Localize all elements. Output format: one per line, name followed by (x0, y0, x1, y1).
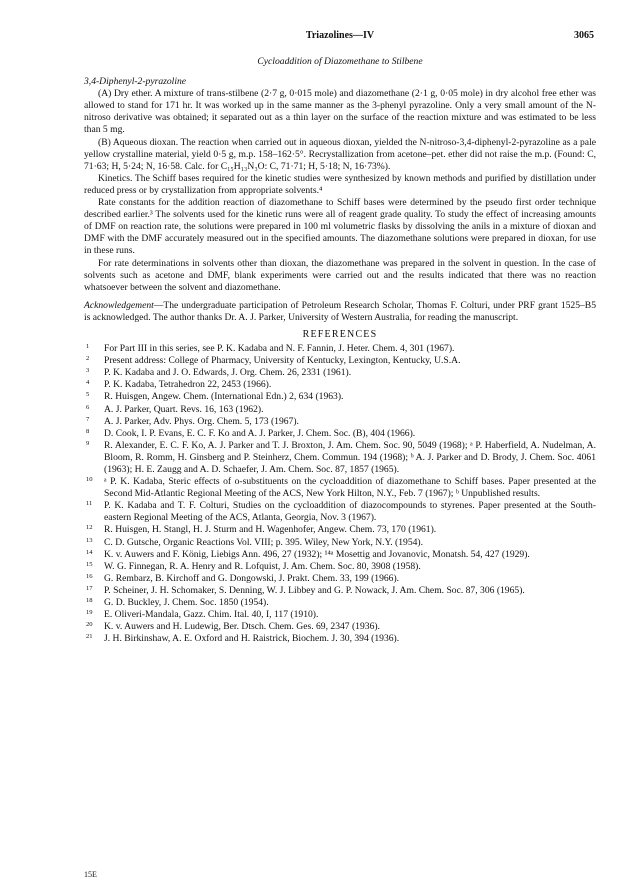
reference-number: 10 (86, 476, 93, 484)
reference-number: 1 (86, 343, 90, 351)
reference-text: A. J. Parker, Quart. Revs. 16, 163 (1962). (104, 403, 264, 415)
reference-text: P. Scheiner, J. H. Schomaker, S. Denning, W. J. Libbey and G. P. Nowack, J. Am. Chem. Soc. 87, 306 (1965). (104, 584, 525, 596)
section-title: Cycloaddition of Diazomethane to Stilbene (257, 56, 423, 67)
reference-item (84, 597, 596, 609)
acknowledgement-text: —The undergraduate participation of Petroleum Research Scholar, Thomas F. Colturi, under PRF grant 1525–B5 is acknowledged. The author thanks Dr. A. J. Parker, University of Western Australia, for reading the manuscript. (84, 299, 596, 323)
reference-text: K. v. Auwers and F. König, Liebigs Ann. 496, 27 (1932); ¹⁴ᵃ Mosettig and Jovanovic, Monatsh. 54, 427 (1929). (104, 548, 530, 560)
reference-number: 7 (86, 415, 90, 423)
reference-number: 13 (86, 536, 93, 544)
reference-number: 5 (86, 391, 90, 399)
subsection-heading: 3,4-Diphenyl-2-pyrazoline (84, 76, 187, 88)
page-number: 3065 (574, 30, 594, 41)
reference-text: For Part III in this series, see P. K. Kadaba and N. F. Fannin, J. Heter. Chem. 4, 301 (1967). (104, 343, 455, 355)
reference-text: A. J. Parker, Adv. Phys. Org. Chem. 5, 173 (1967). (104, 415, 299, 427)
acknowledgement (84, 300, 596, 324)
reference-text: P. K. Kadaba and J. O. Edwards, J. Org. Chem. 26, 2331 (1961). (104, 367, 352, 379)
reference-number: 14 (86, 548, 93, 556)
reference-list (84, 343, 596, 645)
reference-text: R. Huisgen, Angew. Chem. (International Edn.) 2, 634 (1963). (104, 391, 344, 403)
reference-text: G. D. Buckley, J. Chem. Soc. 1850 (1954). (104, 597, 269, 609)
reference-item (84, 367, 596, 379)
reference-item (84, 343, 596, 355)
reference-text: G. Rembarz, B. Kirchoff and G. Dongowski, J. Prakt. Chem. 33, 199 (1966). (104, 572, 400, 584)
reference-item (84, 549, 596, 561)
reference-text: J. H. Birkinshaw, A. E. Oxford and H. Raistrick, Biochem. J. 30, 394 (1936). (104, 633, 400, 645)
paragraph-rate-determinations: For rate determinations in solvents other than dioxan, the diazomethane was prepared in the solvent in question. In the case of solvents such as acetone and DMF, blank experiments were carried out and the results indicated that there was no reaction whatsoever between the solvent and diazomethane. (84, 257, 596, 293)
reference-item (84, 585, 596, 597)
reference-text: P. K. Kadaba, Tetrahedron 22, 2453 (1966). (104, 379, 272, 391)
reference-item (84, 621, 596, 633)
reference-item (84, 537, 596, 549)
reference-number: 9 (86, 439, 90, 447)
reference-item (84, 428, 596, 440)
reference-text: Present address: College of Pharmacy, University of Kentucky, Lexington, Kentucky, U.S.A. (104, 355, 461, 367)
reference-item (84, 609, 596, 621)
reference-number: 6 (86, 403, 90, 411)
reference-number: 20 (86, 621, 93, 629)
reference-number: 15 (86, 560, 93, 568)
reference-number: 2 (86, 355, 90, 363)
reference-item (84, 440, 596, 476)
references-heading: REFERENCES (302, 328, 378, 340)
reference-item (84, 379, 596, 391)
reference-number: 8 (86, 427, 90, 435)
reference-item (84, 561, 596, 573)
reference-text: W. G. Finnegan, R. A. Henry and R. Lofquist, J. Am. Chem. Soc. 80, 3908 (1958). (104, 560, 421, 572)
reference-number: 12 (86, 524, 93, 532)
paragraph-aqueous-dioxan: (B) Aqueous dioxan. The reaction when carried out in aqueous dioxan, yielded the N-nitroso-3,4-diphenyl-2-pyrazoline as a pale yellow crystalline material, yield 0·5 g, m.p. 158–162·5°. Recrystallization from acetone–pet. ether did not raise the m.p. (Found: C, 71·63; H, 5·24; N, 16·58. Calc. for C₁₅H₁₃N₃O: C, 71·71; H, 5·18; N, 16·73%). (84, 136, 596, 172)
reference-text: R. Huisgen, H. Stangl, H. J. Sturm and H. Wagenhofer, Angew. Chem. 73, 170 (1961). (104, 524, 437, 536)
reference-number: 21 (86, 633, 93, 641)
acknowledgement-label: Acknowledgement (84, 299, 154, 311)
reference-text: ᵃ P. K. Kadaba, Steric effects of o-substituents on the cycloaddition of diazomethane to Schiff bases. Paper presented at the Second Mid-Atlantic Regional Meeting of the ACS, New York Hilton, N.Y., Feb. 7 (1967); ᵇ Unpublished results. (104, 476, 596, 500)
reference-item (84, 500, 596, 524)
reference-number: 19 (86, 609, 93, 617)
reference-item (84, 524, 596, 536)
reference-item (84, 416, 596, 428)
reference-number: 16 (86, 572, 93, 580)
article-body (84, 56, 596, 645)
reference-item (84, 573, 596, 585)
reference-text: R. Alexander, E. C. F. Ko, A. J. Parker and T. J. Broxton, J. Am. Chem. Soc. 90, 5049 (1968); ᵃ P. Haberfield, A. Nudelman, A. Bloom, R. Romm, H. Ginsberg and P. Steinherz, Chem. Commun. 194 (1968); ᵇ A. J. Parker and D. Brody, J. Chem. Soc. 4061 (1963); H. E. Zaugg and A. D. Schaefer, J. Am. Chem. Soc. 87, 1857 (1965). (104, 439, 596, 475)
reference-number: 18 (86, 597, 93, 605)
footer-mark: 15E (84, 870, 97, 879)
running-title: Triazolines—IV (305, 30, 375, 41)
reference-text: C. D. Gutsche, Organic Reactions Vol. VIII; p. 395. Wiley, New York, N.Y. (1954). (104, 536, 424, 548)
reference-text: P. K. Kadaba and T. F. Colturi, Studies on the cycloaddition of diazocompounds to styrenes. Paper presented at the South-eastern Regional Meeting of the ACS, Atlanta, Georgia, Nov. 3 (1967). (104, 500, 596, 524)
reference-item (84, 391, 596, 403)
paragraph-rate-constants: Rate constants for the addition reaction of diazomethane to Schiff bases were determined by the pseudo first order technique described earlier.³ The solvents used for the kinetic runs were all of reagent grade quality. To study the effect of increasing amounts of DMF on reaction rate, the solutions were prepared in 100 ml volumetric flasks by dissolving the anils in a mixture of dioxan and DMF with the DMF accurately measured out in the specified amounts. The diazomethane solutions were prepared in dioxan, for use in these runs. (84, 197, 596, 257)
reference-number: 4 (86, 379, 90, 387)
reference-number: 3 (86, 367, 90, 375)
reference-text: K. v. Auwers and H. Ludewig, Ber. Dtsch. Chem. Ges. 69, 2347 (1936). (104, 621, 380, 633)
reference-number: 17 (86, 584, 93, 592)
reference-text: D. Cook, I. P. Evans, E. C. F. Ko and A. J. Parker, J. Chem. Soc. (B), 404 (1966). (104, 427, 416, 439)
reference-item (84, 355, 596, 367)
reference-item (84, 633, 596, 645)
paragraph-kinetics: Kinetics. The Schiff bases required for the kinetic studies were synthesized by known methods and purified by distillation under reduced press or by crystallization from appropriate solvents.⁴ (84, 172, 596, 196)
reference-number: 11 (86, 500, 93, 508)
paragraph-dry-ether: (A) Dry ether. A mixture of trans-stilbene (2·7 g, 0·015 mole) and diazomethane (2·1 g, 0·05 mole) in dry alcohol free ether was allowed to stand for 171 hr. It was worked up in the same manner as the 3-phenyl pyrazoline. Only a very small amount of the N-nitroso derivative was obtained; it separated out as a thin layer on the surface of the reaction mixture and was estimated to be less than 5 mg. (84, 88, 596, 136)
reference-item (84, 476, 596, 500)
reference-item (84, 404, 596, 416)
reference-text: E. Oliveri-Mandala, Gazz. Chim. Ital. 40, I, 117 (1910). (104, 609, 319, 621)
